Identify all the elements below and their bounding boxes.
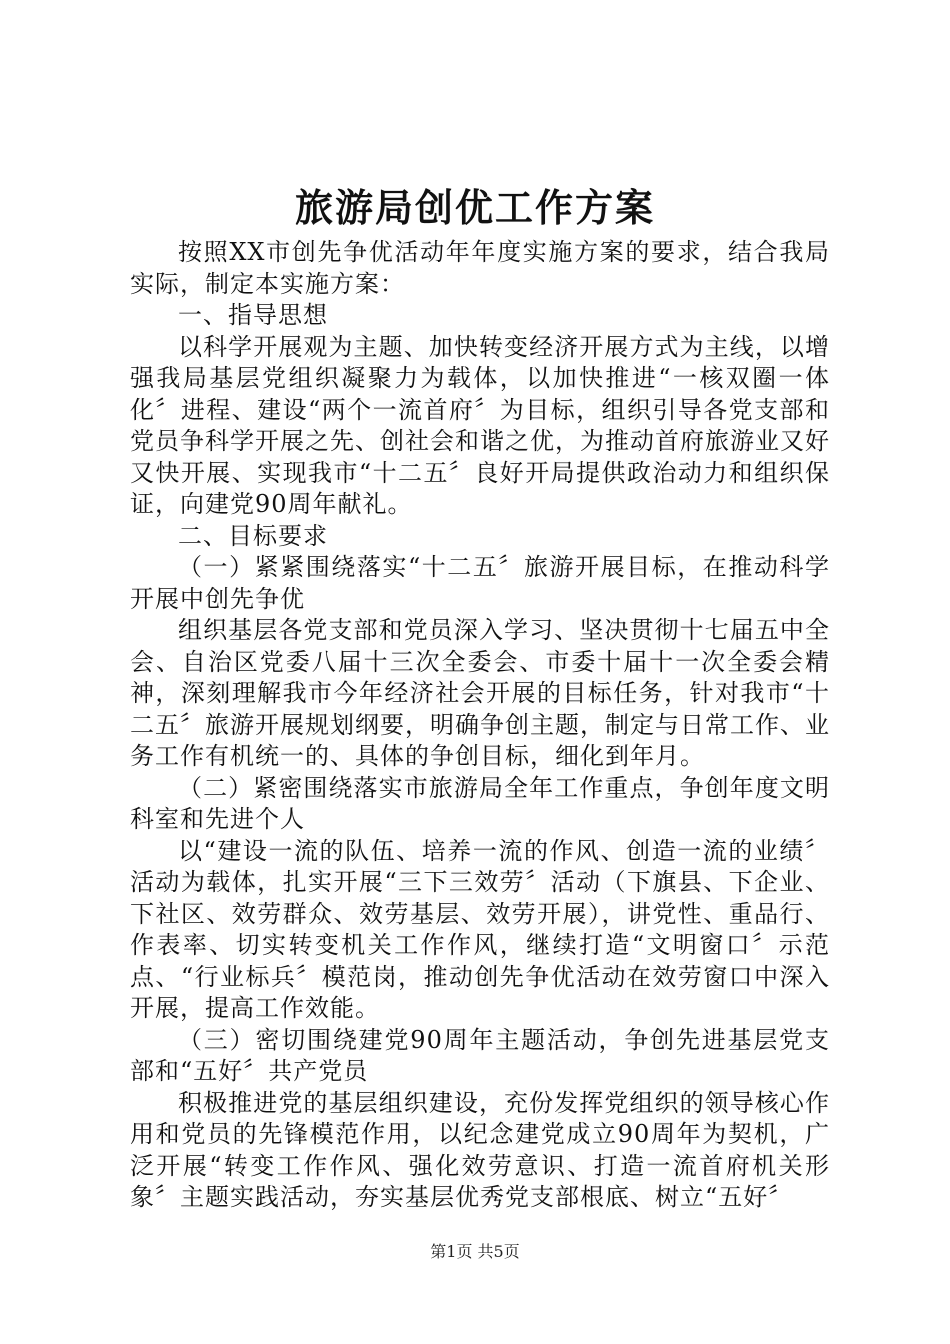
page-footer: 第1页 共5页 — [430, 1242, 520, 1261]
goal-1-paragraph: 组织基层各党支部和党员深入学习、坚决贯彻十七届五中全会、自治区党委八届十三次全委会、市委十届十一次全委会精神，深刻理解我市今年经济社会开展的目标任务，针对我市“十二五〞旅游开展规划纲要，明确争创主题，制定与日常工作、业务工作有机统一的、具体的争创目标，细化到年月。 — [130, 616, 830, 770]
document-body — [130, 237, 830, 1214]
section-heading-goals: 二、目标要求 — [178, 521, 328, 550]
subheading-goal-1: （一）紧紧围绕落实“十二五〞旅游开展目标，在推动科学开展中创先争优 — [130, 553, 830, 613]
section-heading-guiding-thought: 一、指导思想 — [178, 301, 328, 329]
intro-paragraph: 按照XX市创先争优活动年年度实施方案的要求，结合我局实际，制定本实施方案： — [130, 238, 830, 298]
subheading-goal-2: （二）紧密围绕落实市旅游局全年工作重点，争创年度文明科室和先进个人 — [130, 773, 830, 833]
guiding-thought-paragraph: 以科学开展观为主题、加快转变经济开展方式为主线，以增强我局基层党组织凝聚力为载体，以加快推进“一核双圈一体化〞进程、建设“两个一流首府〞为目标，组织引导各党支部和党员争科学开展之先、创社会和谐之优，为推动首府旅游业又好又快开展、实现我市“十二五〞良好开局提供政治动力和组织保证，向建党90周年献礼。 — [130, 332, 830, 518]
goal-3-paragraph: 积极推进党的基层组织建设，充份发挥党组织的领导核心作用和党员的先锋模范作用，以纪念建党成立90周年为契机，广泛开展“转变工作作风、强化效劳意识、打造一流首府机关形象〞主题实践活动，夯实基层优秀党支部根底、树立“五好〞 — [130, 1088, 830, 1211]
subheading-goal-3: （三）密切围绕建党90周年主题活动，争创先进基层党支部和“五好〞共产党员 — [130, 1025, 830, 1085]
goal-2-paragraph: 以“建设一流的队伍、培养一流的作风、创造一流的业绩〞活动为载体，扎实开展“三下三效劳〞活动（下旗县、下企业、下社区、效劳群众、效劳基层、效劳开展），讲党性、重品行、作表率、切实转变机关工作作风，继续打造“文明窗口〞示范点、“行业标兵〞模范岗，推动创先争优活动在效劳窗口中深入开展，提高工作效能。 — [130, 836, 830, 1022]
document-title: 旅游局创优工作方案 — [294, 185, 655, 230]
